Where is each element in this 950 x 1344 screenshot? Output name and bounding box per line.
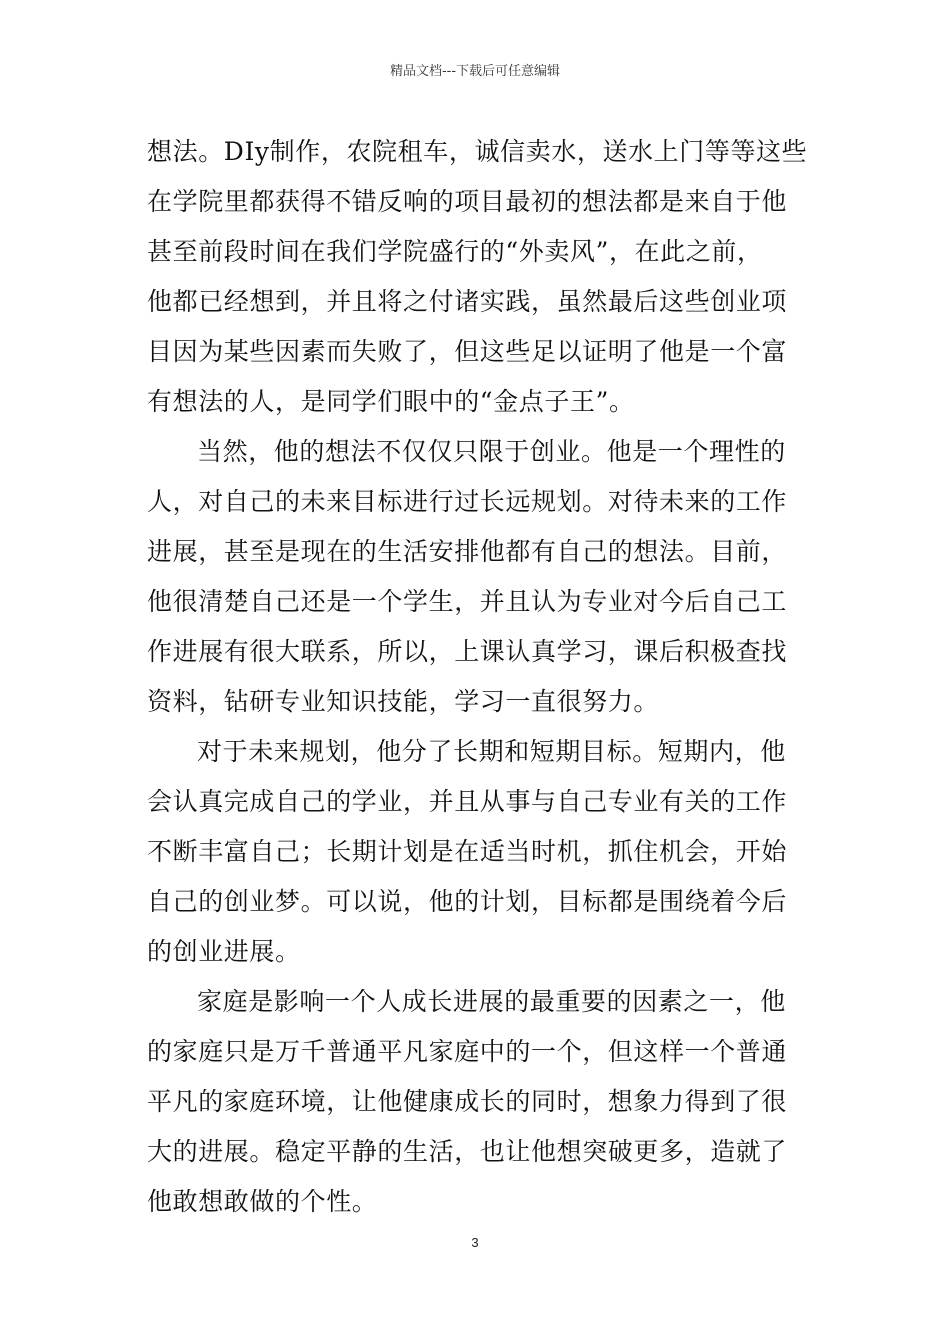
paragraph-first-line: 对于未来规划，他分了长期和短期目标。短期内，他: [197, 737, 786, 766]
text-line: 目因为某些因素而失败了，但这些足以证明了他是一个富: [147, 337, 788, 366]
page-number: 3: [471, 1235, 479, 1250]
page-header: 精品文档---下载后可任意编辑: [389, 64, 561, 79]
text-line: 他敢想敢做的个性。: [147, 1187, 378, 1216]
text-line: 有想法的人，是同学们眼中的“金点子王”。: [147, 387, 635, 416]
text-line: 他很清楚自己还是一个学生，并且认为专业对今后自己工: [147, 587, 788, 616]
document-body: [147, 127, 811, 1227]
paragraph-first-line: 当然，他的想法不仅仅只限于创业。他是一个理性的: [197, 437, 786, 466]
text-line: 会认真完成自己的学业，并且从事与自己专业有关的工作: [147, 787, 788, 816]
text-line: 甚至前段时间在我们学院盛行的“外卖风”，在此之前，: [147, 237, 763, 266]
text-line: 他都已经想到，并且将之付诸实践，虽然最后这些创业项: [147, 287, 788, 316]
text-line: 的创业进展。: [147, 937, 301, 966]
text-line: 作进展有很大联系，所以，上课认真学习，课后积极查找: [147, 637, 788, 666]
text-line: 的家庭只是万千普通平凡家庭中的一个，但这样一个普通: [147, 1037, 788, 1066]
text-line: 进展，甚至是现在的生活安排他都有自己的想法。目前，: [147, 537, 788, 566]
text-line: 大的进展。稳定平静的生活，也让他想突破更多，造就了: [147, 1137, 788, 1166]
text-line: 想法。DIy制作，农院租车，诚信卖水，送水上门等等这些: [147, 137, 808, 166]
text-line: 不断丰富自己；长期计划是在适当时机，抓住机会，开始: [147, 837, 788, 866]
text-line: 平凡的家庭环境，让他健康成长的同时，想象力得到了很: [147, 1087, 788, 1116]
text-line: 人，对自己的未来目标进行过长远规划。对待未来的工作: [147, 487, 788, 516]
paragraph-first-line: 家庭是影响一个人成长进展的最重要的因素之一，他: [197, 987, 786, 1016]
text-line: 自己的创业梦。可以说，他的计划，目标都是围绕着今后: [147, 887, 788, 916]
text-line: 在学院里都获得不错反响的项目最初的想法都是来自于他: [147, 187, 788, 216]
text-line: 资料，钻研专业知识技能，学习一直很努力。: [147, 687, 660, 716]
